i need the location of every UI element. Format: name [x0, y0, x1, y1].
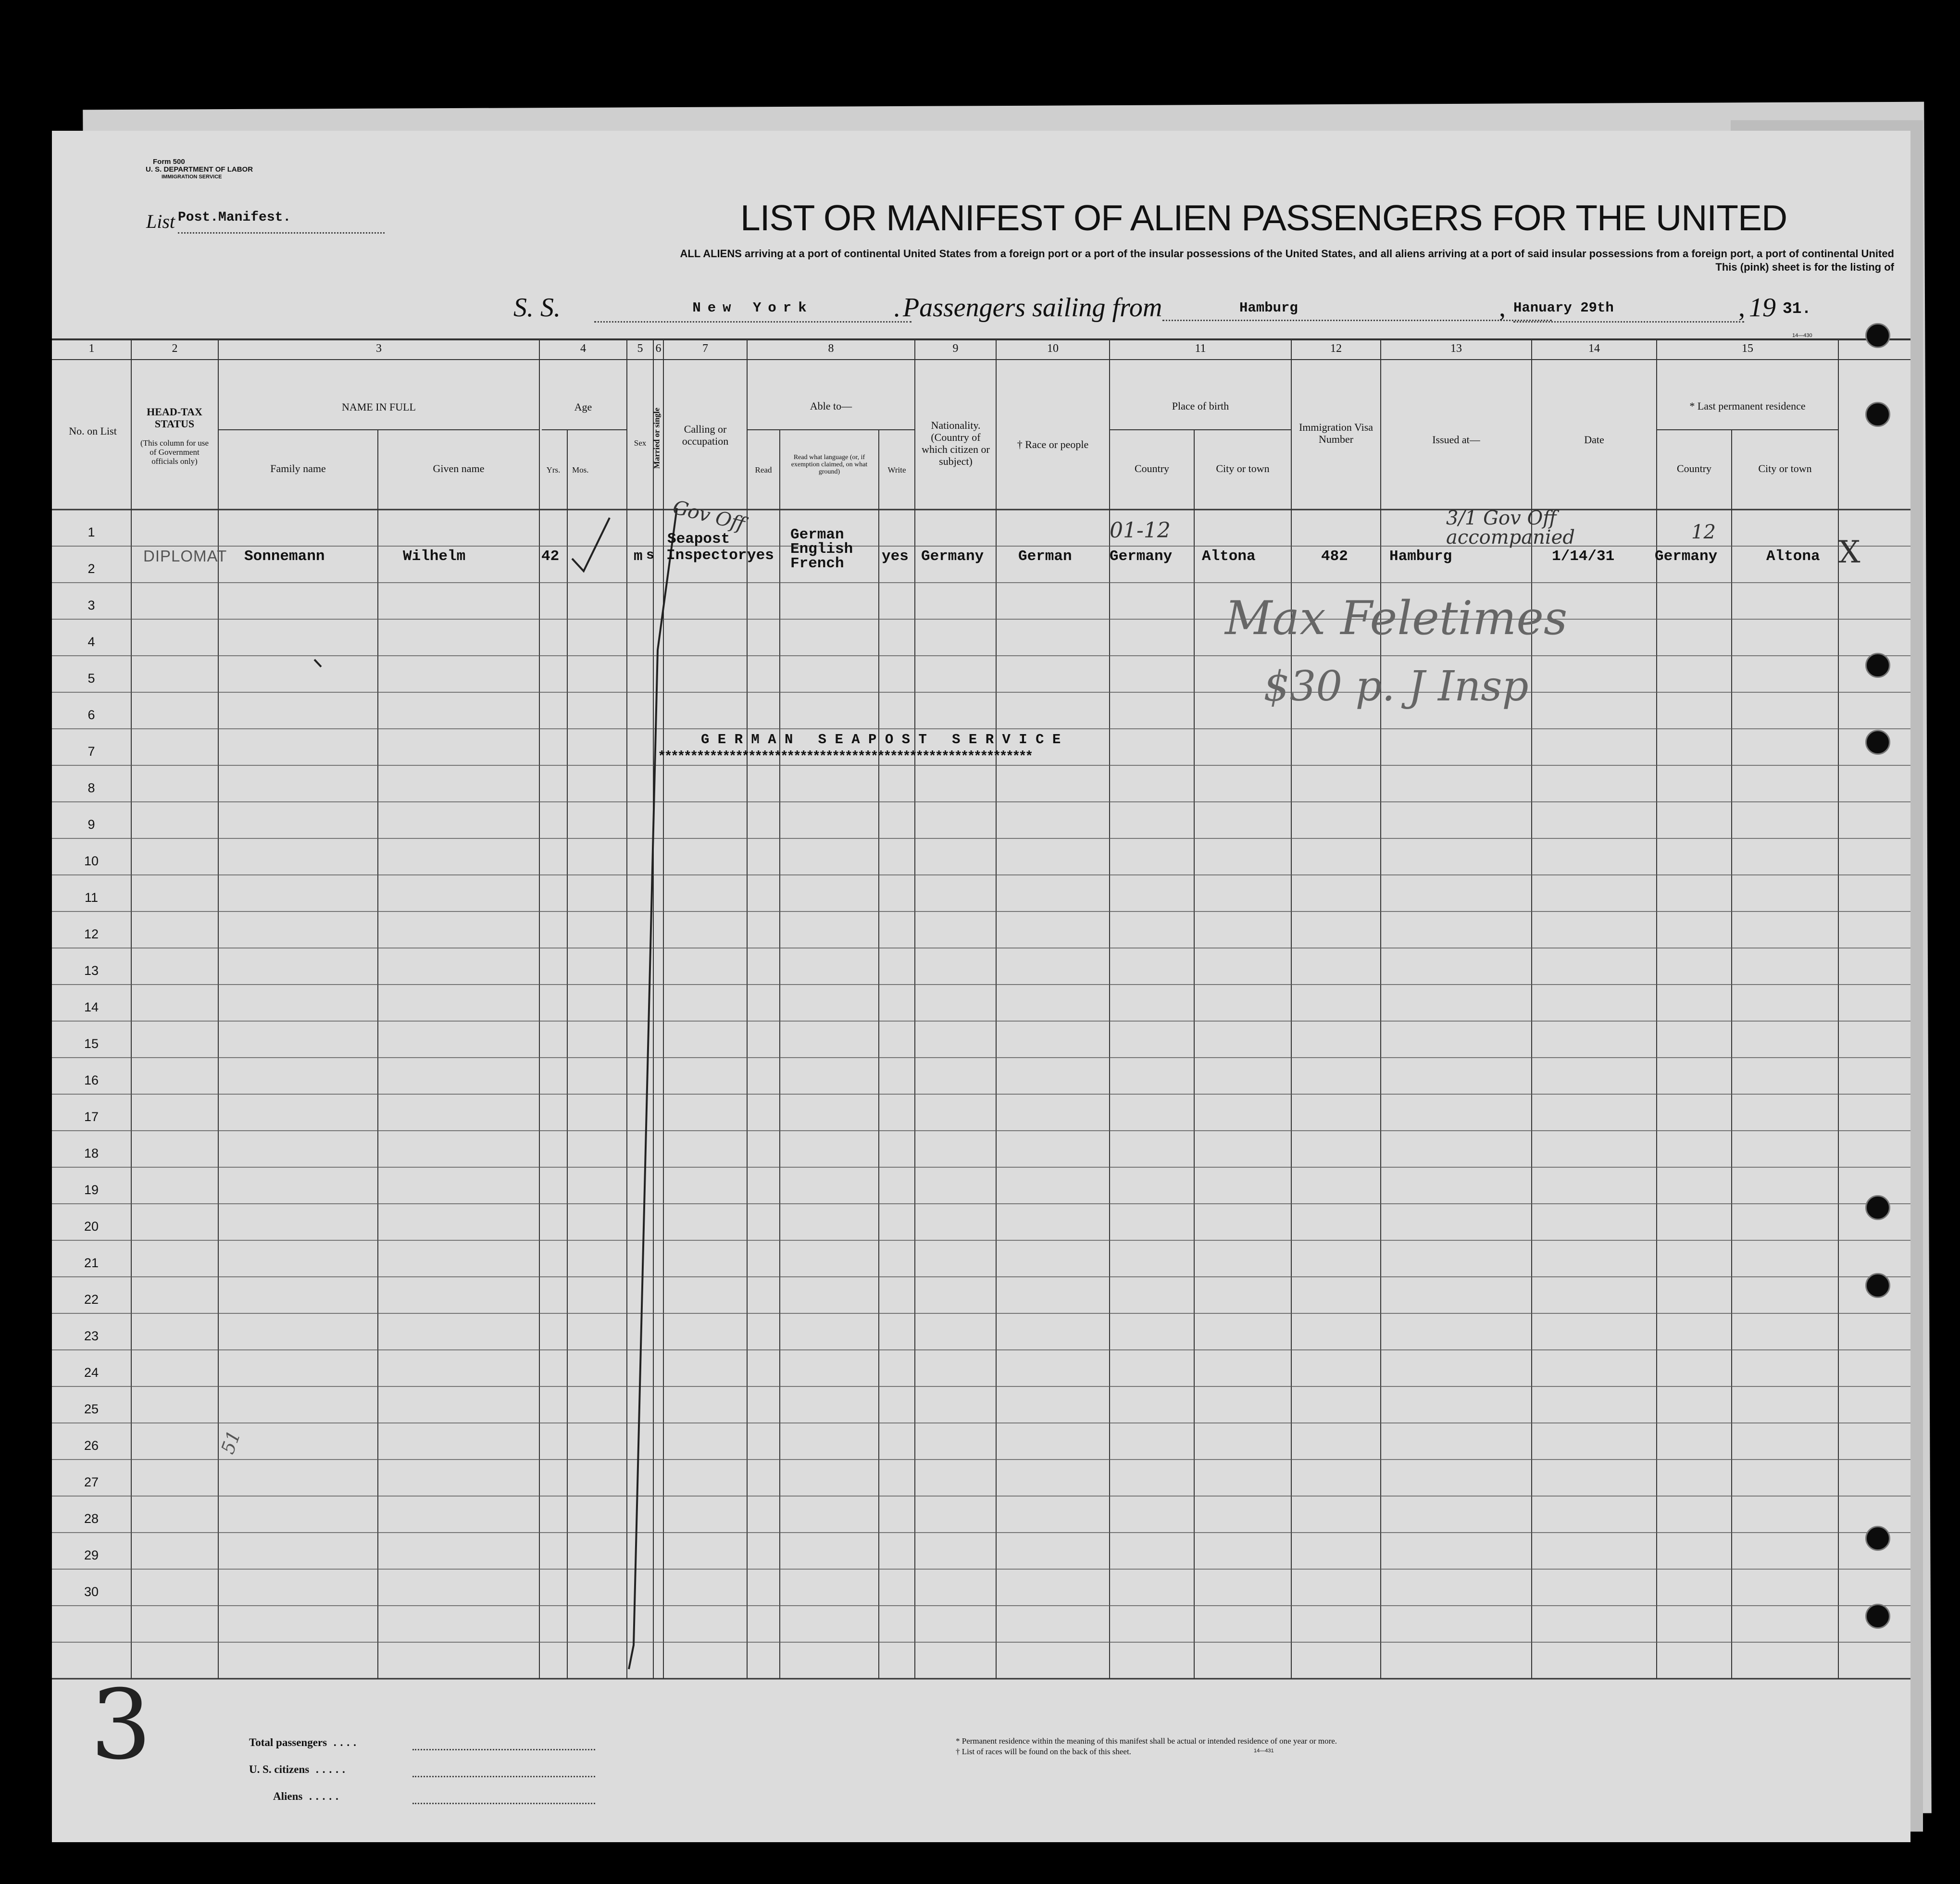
footer-us-citizens: U. S. citizens ..... — [249, 1763, 349, 1775]
header-race: † Race or people — [1017, 438, 1089, 450]
col-number-6: 6 — [655, 342, 662, 355]
row-number: 29 — [84, 1548, 99, 1562]
handwritten-x-mark: X — [1838, 535, 1860, 570]
entry-birth-country: Germany — [1110, 548, 1173, 565]
seapost-service-note: G E R M A N S E A P O S T S E R V I C E — [701, 732, 1061, 748]
handwritten-signature-2: $30 p. J Insp — [1263, 662, 1529, 711]
header-res-city: City or town — [1758, 462, 1812, 474]
entry-family-name: Sonnemann — [244, 548, 325, 565]
entry-given-name: Wilhelm — [403, 548, 466, 565]
entry-issued-at: Hamburg — [1389, 548, 1452, 565]
row-number: 17 — [84, 1110, 99, 1124]
entry-date: 1/14/31 — [1552, 548, 1615, 565]
col-number-13: 13 — [1450, 342, 1462, 355]
row-number: 30 — [84, 1585, 99, 1599]
binder-hole — [1865, 1526, 1890, 1551]
col-number-4: 4 — [580, 342, 586, 355]
handwritten-birth-code: 01-12 — [1110, 518, 1171, 543]
header-last-residence: * Last permanent residence — [1689, 400, 1806, 412]
header-birth-city: City or town — [1216, 462, 1270, 474]
row-number: 9 — [87, 817, 95, 832]
header-age: Age — [574, 401, 592, 413]
row-number: 13 — [84, 963, 99, 978]
binder-hole — [1865, 402, 1890, 427]
col-number-3: 3 — [376, 342, 382, 355]
row-number: 14 — [84, 1000, 99, 1014]
row-number: 16 — [84, 1073, 99, 1087]
col-number-10: 10 — [1047, 342, 1059, 355]
manifest-title: LIST OR MANIFEST OF ALIEN PASSENGERS FOR THE UNITED — [740, 198, 1787, 238]
header-sex: Sex — [634, 438, 647, 448]
table-grid — [52, 131, 1910, 1842]
header-write: Write — [887, 465, 906, 474]
entry-occupation-2: Inspector — [666, 547, 747, 564]
header-issued-at: Issued at— — [1432, 434, 1480, 446]
col-number-8: 8 — [828, 342, 834, 355]
seapost-service-underline: ********************************************************** — [658, 749, 1032, 765]
row-number: 2 — [87, 561, 95, 576]
footer-note-residence: * Permanent residence within the meaning of this manifest shall be actual or intended residence of one year or more. — [956, 1736, 1337, 1746]
instructions-line-1: ALL ALIENS arriving at a port of continental United States from a foreign port or a port of the insular possessions of the United States, and all aliens arriving at a port of said insular possessions from a foreign port, a port of continental United — [680, 248, 1894, 260]
row-number: 10 — [84, 854, 99, 868]
binder-hole — [1865, 323, 1890, 348]
handwritten-residence-code: 12 — [1691, 521, 1716, 543]
manifest-sheet: Form 500 U. S. DEPARTMENT OF LABOR IMMIGRATION SERVICE List Post.Manifest. LIST OR MANIFEST OF ALIEN PASSENGERS FOR THE UNITED ALL ALIENS arriving at a port of continental United States from a foreign port or a port of the insular possessions of the United States, and all aliens arriving at a port of said insular possessions from a foreign port, a port of continental United This (pink) sheet is for the listing of S. S. New York . Passengers sailing from Hamburg , Hanuary 29th , 19 31. 14—430 1 2 3 4 5 6 7 8 9 10 11 12 13 14 15 No. on List HEAD-TAX STATUS (This column for use of Government officials only) NAME IN FULL Family name Given name Age Yrs. Mos. Sex Married or single Calling or occupation Able to— Read Read what language (or, if exemption claimed, on what ground) Write Nationality. (Country of which citizen or subject) † Race or people Place of birth Country City or town Immigration Visa Number Issued at— Date * Last permanent residence Country City or town 1 2 3 4 5 6 7 8 9 10 11 12 13 14 15 16 17 18 19 20 21 22 23 24 25 26 27 28 29 30 DIPLOMAT Sonnemann Wilhelm 42 m s Seapost Inspector yes German English French yes Germany German Germany Altona 482 Hamburg 1/14/31 Germany Altona G E R M A N S E A P O S T S E R V I C E ********************************************************** Gov Off 01-12 3/1 Gov Off accompanied 12 Max Feletimes $30 p. J Insp 51 3 X Total passengers .... U. S. citizens ..... Aliens ..... * Permanent residence within the meaning of this manifest shall be actual or intended residence of one year or more. † List of races will be found on the back of this sheet. 14—431 — [52, 131, 1910, 1842]
handwritten-occupation-note: Gov Off — [670, 496, 747, 536]
col-number-14: 14 — [1588, 342, 1600, 355]
handwritten-page-number: 3 — [90, 1669, 152, 1781]
row-number: 11 — [84, 890, 99, 905]
row-number: 3 — [87, 598, 95, 612]
row-number: 23 — [84, 1329, 99, 1343]
entry-married: s — [646, 548, 654, 563]
handwritten-row25-mark: 51 — [217, 1427, 245, 1457]
col-number-7: 7 — [702, 342, 708, 355]
header-date: Date — [1584, 434, 1604, 446]
row-number: 8 — [87, 781, 95, 795]
form-code-bottom: 14—431 — [1254, 1748, 1274, 1754]
row-number: 1 — [87, 525, 95, 539]
row-number: 4 — [87, 635, 95, 649]
year-prefix: 19 — [1749, 293, 1776, 323]
entry-head-tax: DIPLOMAT — [143, 547, 227, 565]
header-head-tax-note: (This column for use of Government officials only) — [140, 438, 209, 466]
footer-note-races: † List of races will be found on the back of this sheet. — [956, 1747, 1131, 1756]
row-number: 28 — [84, 1511, 99, 1526]
footer-total-passengers: Total passengers .... — [249, 1736, 360, 1748]
entry-language: English — [790, 541, 853, 558]
entry-language: German — [790, 526, 844, 543]
row-number: 22 — [84, 1292, 99, 1307]
entry-languages — [790, 528, 853, 571]
row-number: 12 — [84, 927, 99, 941]
binder-hole — [1865, 1195, 1890, 1220]
binder-hole — [1865, 1273, 1890, 1298]
col-number-1: 1 — [88, 342, 95, 355]
header-nationality: Nationality. (Country of which citizen or subject) — [922, 419, 990, 467]
entry-read: yes — [747, 547, 774, 564]
col-number-15: 15 — [1742, 342, 1753, 355]
col-number-9: 9 — [952, 342, 959, 355]
header-visa: Immigration Visa Number — [1298, 421, 1373, 445]
row-number: 24 — [84, 1365, 99, 1380]
header-head-tax: HEAD-TAX STATUS — [147, 406, 202, 430]
service-name: IMMIGRATION SERVICE — [162, 174, 222, 180]
entry-age: 42 — [541, 548, 560, 565]
col-number-2: 2 — [172, 342, 178, 355]
row-number: 18 — [84, 1146, 99, 1160]
sailing-label: Passengers sailing from — [903, 293, 1162, 323]
entry-write: yes — [882, 548, 909, 565]
header-res-country: Country — [1676, 462, 1712, 474]
row-number: 19 — [84, 1183, 99, 1197]
list-label: List — [146, 211, 175, 232]
entry-sex: m — [634, 548, 643, 565]
col-number-11: 11 — [1195, 342, 1206, 355]
col-number-5: 5 — [637, 342, 643, 355]
entry-res-city: Altona — [1766, 548, 1820, 565]
header-calling: Calling or occupation — [682, 423, 729, 447]
header-married: Married or single — [652, 407, 662, 469]
entry-res-country: Germany — [1655, 548, 1718, 565]
row-number: 27 — [84, 1475, 99, 1489]
sailing-date: Hanuary 29th — [1513, 300, 1744, 323]
header-place-of-birth: Place of birth — [1172, 400, 1229, 412]
header-birth-country: Country — [1134, 462, 1170, 474]
form-code-top: 14—430 — [1792, 333, 1812, 338]
binder-hole — [1865, 1604, 1890, 1629]
header-given-name: Given name — [433, 462, 485, 474]
row-number: 20 — [84, 1219, 99, 1234]
header-read: Read — [755, 465, 772, 474]
ship-name: New York — [594, 300, 911, 323]
header-read-language: Read what language (or, if exemption claimed, on what ground) — [791, 454, 868, 475]
row-number: 21 — [84, 1256, 99, 1270]
department-name: U. S. DEPARTMENT OF LABOR — [146, 165, 253, 174]
entry-race: German — [1018, 548, 1072, 565]
col-number-12: 12 — [1330, 342, 1342, 355]
row-number: 25 — [84, 1402, 99, 1416]
form-number: Form 500 — [153, 158, 185, 166]
ss-label: S. S. — [513, 293, 561, 323]
header-yrs: Yrs. — [546, 465, 561, 474]
entry-birth-city: Altona — [1202, 548, 1256, 565]
row-number: 5 — [87, 671, 95, 686]
row-number: 26 — [84, 1438, 99, 1453]
header-no-on-list: No. on List — [69, 425, 117, 437]
entry-language: French — [790, 555, 844, 572]
header-name-in-full: NAME IN FULL — [342, 401, 416, 413]
binder-hole — [1865, 653, 1890, 678]
entry-visa-number: 482 — [1321, 548, 1348, 565]
row-number: 7 — [87, 744, 95, 759]
header-mos: Mos. — [572, 465, 589, 474]
year-value: 31. — [1783, 300, 1811, 318]
entry-occupation-1: Seapost — [667, 531, 730, 548]
header-able-to: Able to— — [810, 400, 852, 412]
row-number: 15 — [84, 1036, 99, 1051]
binder-hole — [1865, 730, 1890, 755]
handwritten-issued-note: 3/1 Gov Off accompanied — [1446, 507, 1575, 549]
sailing-port: Hamburg — [1162, 300, 1552, 321]
row-number: 6 — [87, 708, 95, 722]
list-value: Post.Manifest. — [178, 210, 385, 234]
footer-aliens: Aliens ..... — [273, 1790, 342, 1802]
instructions-line-2: This (pink) sheet is for the listing of — [1715, 261, 1894, 273]
handwritten-signature-1: Max Feletimes — [1225, 591, 1568, 645]
entry-nationality: Germany — [921, 548, 984, 565]
header-family-name: Family name — [270, 462, 326, 474]
